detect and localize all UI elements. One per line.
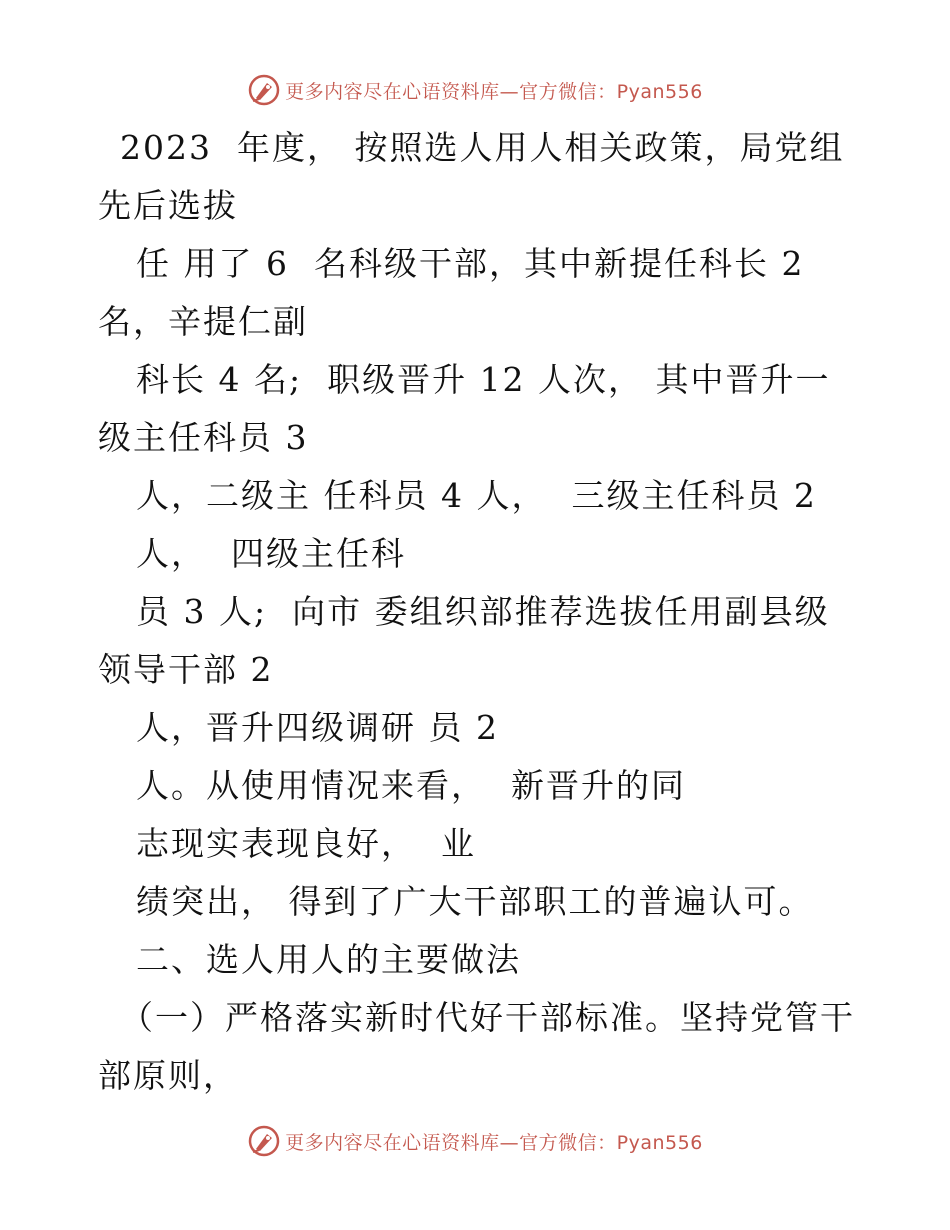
doc-line-9: 员 3 人; 向市 委组织部推荐选拔任用副县级	[136, 592, 830, 631]
doc-line-4: 名，辛提仁副	[98, 302, 308, 341]
doc-line-12: 人。从使用情况来看， 新晋升的同	[136, 766, 686, 805]
section-heading: 二、选人用人的主要做法	[136, 940, 521, 979]
doc-line-6: 级主任科员 3	[98, 418, 309, 457]
doc-line-14: 绩突出， 得到了广大干部职工的普遍认可。	[136, 882, 814, 921]
doc-line-1: 2023 年度， 按照选人用人相关政策，局党组	[120, 128, 845, 167]
doc-line-8: 人， 四级主任科	[136, 534, 406, 573]
watermark-text: 更多内容尽在心语资料库—官方微信：Pyan556	[285, 80, 703, 103]
watermark-text: 更多内容尽在心语资料库—官方微信：Pyan556	[285, 1131, 703, 1154]
pen-nib-logo-icon	[247, 1124, 281, 1158]
doc-line-5: 科长 4 名; 职级晋升 12 人次， 其中晋升一	[136, 360, 831, 399]
doc-line-11: 人，晋升四级调研 员 2	[136, 708, 499, 747]
doc-line-16: （一）严格落实新时代好干部标准。坚持党管干	[120, 998, 855, 1037]
doc-line-10: 领导干部 2	[98, 650, 274, 689]
watermark-header	[0, 70, 950, 110]
doc-line-7: 人，二级主 任科员 4 人， 三级主任科员 2	[136, 476, 817, 515]
doc-line-2: 先后选拔	[98, 186, 238, 225]
doc-line-3: 任 用了 6 名科级干部，其中新提任科长 2	[136, 244, 805, 283]
doc-line-13: 志现实表现良好， 业	[136, 824, 476, 863]
pen-nib-logo-icon	[247, 73, 281, 107]
doc-line-17: 部原则，	[98, 1056, 238, 1095]
watermark-footer	[0, 1121, 950, 1161]
